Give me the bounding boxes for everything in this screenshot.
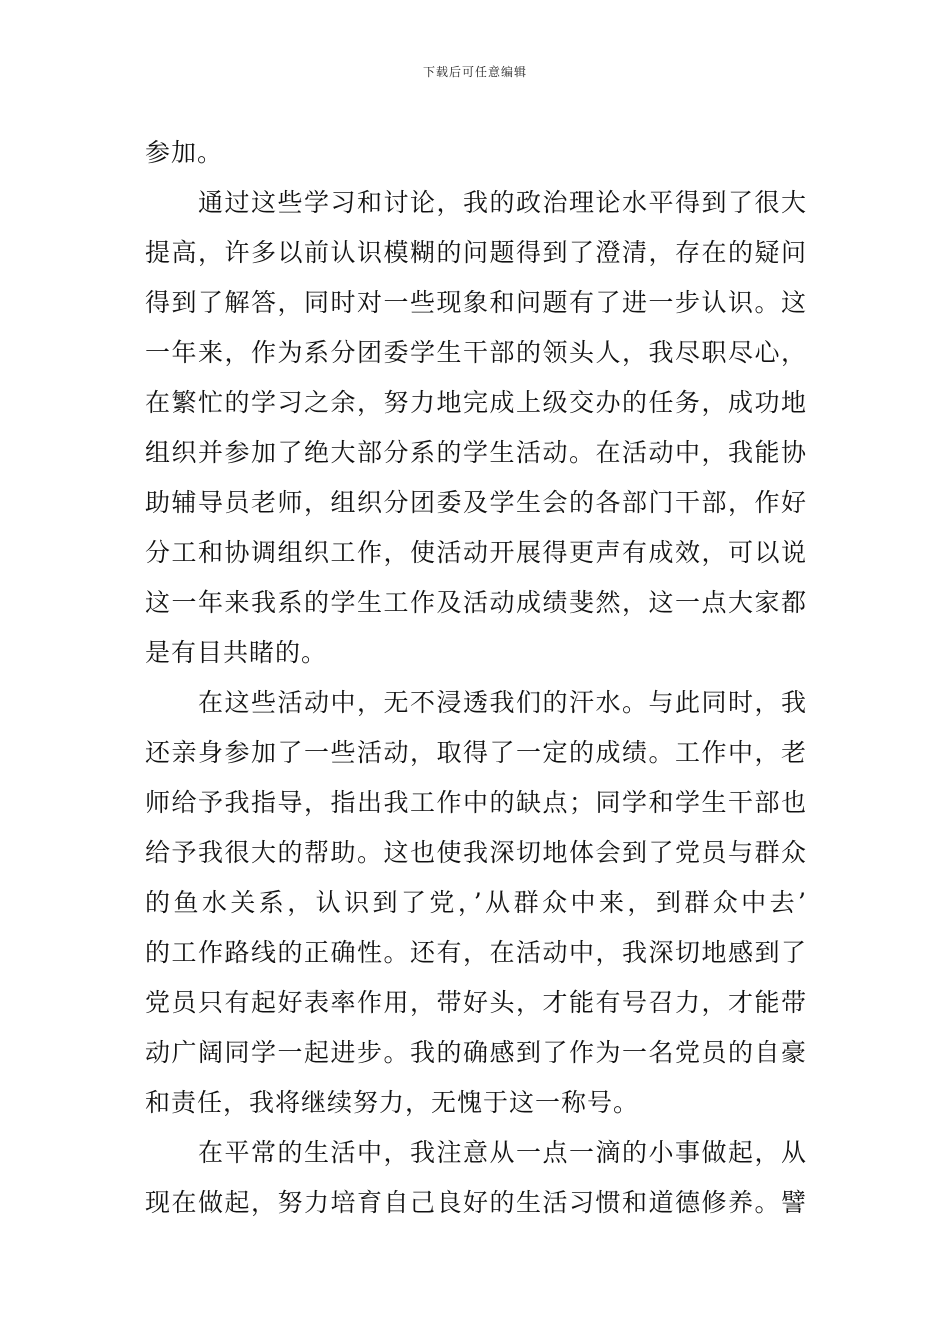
text-line: 和责任，我将继续努力，无愧于这一称号。 [145, 1088, 640, 1117]
text-line: 在繁忙的学习之余，努力地完成上级交办的任务，成功地 [145, 388, 807, 417]
page-header: 下载后可任意编辑 [422, 65, 527, 79]
text-line: 还亲身参加了一些活动，取得了一定的成绩。工作中，老 [145, 738, 807, 767]
text-line: 在平常的生活中，我注意从一点一滴的小事做起，从 [198, 1138, 807, 1167]
text-line: 的鱼水关系，认识到了党，’从群众中来，到群众中去’ [145, 888, 807, 917]
text-line: 这一年来我系的学生工作及活动成绩斐然，这一点大家都 [145, 588, 807, 617]
text-line: 的工作路线的正确性。还有，在活动中，我深切地感到了 [145, 938, 807, 967]
text-line: 现在做起，努力培育自己良好的生活习惯和道德修养。譬 [145, 1188, 807, 1217]
text-line: 提高，许多以前认识模糊的问题得到了澄清，存在的疑问 [145, 238, 807, 267]
text-line: 一年来，作为系分团委学生干部的领头人，我尽职尽心， [145, 338, 807, 367]
text-line: 师给予我指导，指出我工作中的缺点；同学和学生干部也 [145, 788, 807, 817]
text-line: 得到了解答，同时对一些现象和问题有了进一步认识。这 [145, 288, 807, 317]
text-line: 党员只有起好表率作用，带好头，才能有号召力，才能带 [145, 988, 807, 1017]
text-line: 分工和协调组织工作，使活动开展得更声有成效，可以说 [145, 538, 807, 567]
document-body [145, 128, 807, 1228]
text-line: 组织并参加了绝大部分系的学生活动。在活动中，我能协 [145, 438, 807, 467]
text-line: 助辅导员老师，组织分团委及学生会的各部门干部，作好 [145, 488, 807, 517]
text-line: 是有目共睹的。 [145, 638, 328, 667]
text-line: 动广阔同学一起进步。我的确感到了作为一名党员的自豪 [145, 1038, 807, 1067]
text-line: 给予我很大的帮助。这也使我深切地体会到了党员与群众 [145, 838, 807, 867]
text-line: 通过这些学习和讨论，我的政治理论水平得到了很大 [198, 188, 807, 217]
text-line: 在这些活动中，无不浸透我们的汗水。与此同时，我 [198, 688, 807, 717]
text-line: 参加。 [145, 138, 224, 167]
